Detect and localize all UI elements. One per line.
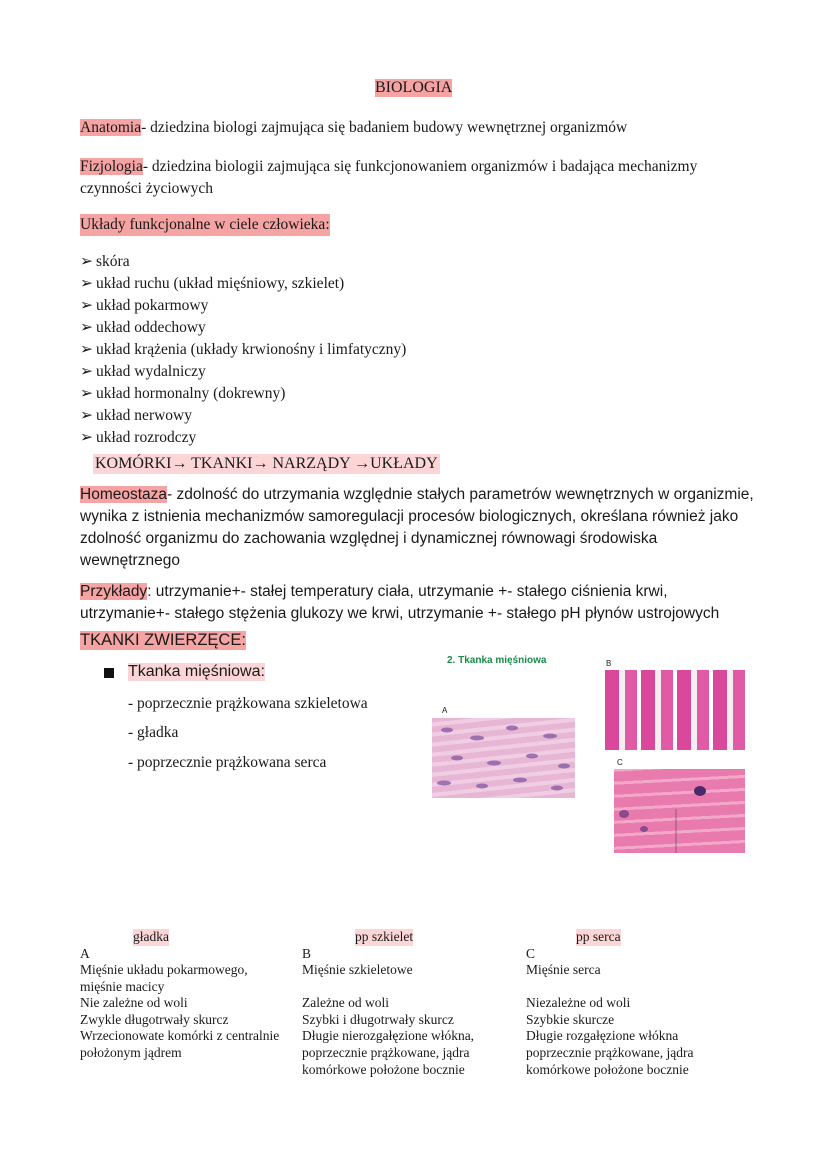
arrow-bullet-icon: ➢	[80, 341, 93, 358]
skeletal-muscle-image	[605, 670, 748, 750]
table-cell-line: Nie zależne od woli	[80, 995, 188, 1011]
list-item-text: układ nerwowy	[96, 407, 192, 424]
table-cell-line: Długie nierozgałęzione włókna,	[302, 1028, 475, 1044]
column-letter: B	[302, 946, 312, 961]
tkanka-item: - gładka	[128, 724, 179, 741]
list-item	[80, 405, 406, 427]
table-cell-line: Zwykle długotrwały skurcz	[80, 1011, 229, 1027]
arrow-bullet-icon: ➢	[80, 429, 93, 446]
text: utrzymanie+- stałego stężenia glukozy we krwi, utrzymanie +- stałego pH płynów ustrojowych	[80, 605, 720, 622]
przyklady	[80, 581, 719, 625]
column-header: gładka	[133, 929, 169, 944]
column-header: pp szkielet	[355, 929, 414, 944]
text: zdolność organizmu do zachowania względnej i dynamicznej równowagi środowiska	[80, 530, 658, 547]
table-cell-line: poprzecznie prążkowane, jądra	[526, 1045, 694, 1060]
text: : utrzymanie+- stałej temperatury ciała, utrzymanie +- stałego ciśnienia krwi,	[147, 583, 668, 600]
list-item	[80, 427, 406, 449]
text: wewnętrznego	[80, 552, 180, 569]
smooth-muscle-image	[432, 718, 575, 798]
table-cell-line: mięśnie macicy	[80, 978, 165, 994]
uklady-heading: Układy funkcjonalne w ciele człowieka:	[80, 214, 330, 236]
list-item-text: układ rozrodczy	[96, 429, 197, 446]
tkanka-item: - poprzecznie prążkowana serca	[128, 754, 327, 771]
homeostaza-definition	[80, 484, 754, 572]
list-item	[80, 361, 406, 383]
uklady-list	[80, 251, 406, 449]
column-letter: A	[80, 946, 90, 961]
list-item-text: układ ruchu (układ mięśniowy, szkielet)	[96, 275, 345, 292]
table-cell-line: komórkowe położone bocznie	[302, 1061, 465, 1077]
column-header: pp serca	[576, 929, 621, 944]
term: Fizjologia	[80, 158, 143, 175]
fizjologia-definition	[80, 156, 697, 200]
arrow-bullet-icon: ➢	[80, 275, 93, 292]
table-cell-line: Mięśnie serca	[526, 962, 601, 977]
list-item-text: układ krążenia (układy krwionośny i limfatyczny)	[96, 341, 407, 358]
text: - dziedzina biologi zajmująca się badaniem budowy wewnętrznej organizmów	[141, 119, 628, 136]
table-cell-line: Niezależne od woli	[526, 995, 631, 1011]
list-item-text: układ hormonalny (dokrewny)	[96, 385, 286, 402]
list-item-text: układ pokarmowy	[96, 297, 209, 314]
table-cell-line: Długie rozgałęzione włókna	[526, 1028, 679, 1044]
arrow-bullet-icon: ➢	[80, 407, 93, 424]
table-cell-line: poprzecznie prążkowane, jądra	[302, 1045, 470, 1060]
page-title: BIOLOGIA	[375, 79, 453, 96]
nuclei-pattern	[614, 769, 745, 853]
nuclei-pattern	[432, 718, 575, 798]
table-cell-line: Mięśnie układu pokarmowego,	[80, 962, 248, 977]
column-letter: C	[526, 946, 536, 961]
table-cell-line: Szybki i długotrwały skurcz	[302, 1011, 454, 1027]
text: - dziedzina biologii zajmująca się funkcjonowaniem organizmów i badająca mechanizmy	[142, 158, 698, 175]
arrow-bullet-icon: ➢	[80, 297, 93, 314]
figure-label-b: B	[606, 659, 612, 668]
text: czynności życiowych	[80, 180, 213, 197]
text: - zdolność do utrzymania względnie stałych parametrów wewnętrznych w organizmie,	[167, 486, 754, 503]
list-item-text: układ oddechowy	[96, 319, 206, 336]
list-item	[80, 273, 406, 295]
table-cell-line: Zależne od woli	[302, 995, 389, 1011]
text: wynika z istnienia mechanizmów samoregulacji procesów biologicznych, określana również jako	[80, 508, 739, 525]
list-item	[80, 383, 406, 405]
table-cell-line: położonym jądrem	[80, 1045, 182, 1060]
hierarchy: KOMÓRKI→ TKANKI→ NARZĄDY →UKŁADY	[95, 455, 438, 472]
term: Przykłady	[80, 583, 148, 600]
arrow-bullet-icon: ➢	[80, 319, 93, 336]
cardiac-muscle-image	[614, 769, 745, 853]
figure-label-c: C	[617, 758, 623, 767]
table-cell-line: Mięśnie szkieletowe	[302, 962, 413, 977]
table-cell-line: komórkowe położone bocznie	[526, 1061, 689, 1077]
anatomia-definition	[80, 117, 627, 139]
arrow-bullet-icon: ➢	[80, 253, 93, 270]
arrow-bullet-icon: ➢	[80, 363, 93, 380]
tkanka-item: - poprzecznie prążkowana szkieletowa	[128, 695, 368, 712]
tkanki-heading: TKANKI ZWIERZĘCE:	[80, 631, 246, 649]
list-item	[80, 339, 406, 361]
tkanka-label: Tkanka mięśniowa:	[128, 663, 265, 680]
list-item	[80, 251, 406, 273]
list-item	[80, 295, 406, 317]
bullet-square-icon	[104, 668, 114, 678]
term: Homeostaza	[80, 486, 168, 503]
table-cell-line: Wrzecionowate komórki z centralnie	[80, 1028, 280, 1044]
figure-title: 2. Tkanka mięśniowa	[447, 655, 547, 666]
figure-label-a: A	[442, 706, 448, 715]
list-item	[80, 317, 406, 339]
term: Anatomia	[80, 119, 142, 136]
list-item-text: skóra	[96, 253, 130, 270]
arrow-bullet-icon: ➢	[80, 385, 93, 402]
list-item-text: układ wydalniczy	[96, 363, 206, 380]
table-cell-line: Szybkie skurcze	[526, 1011, 615, 1027]
